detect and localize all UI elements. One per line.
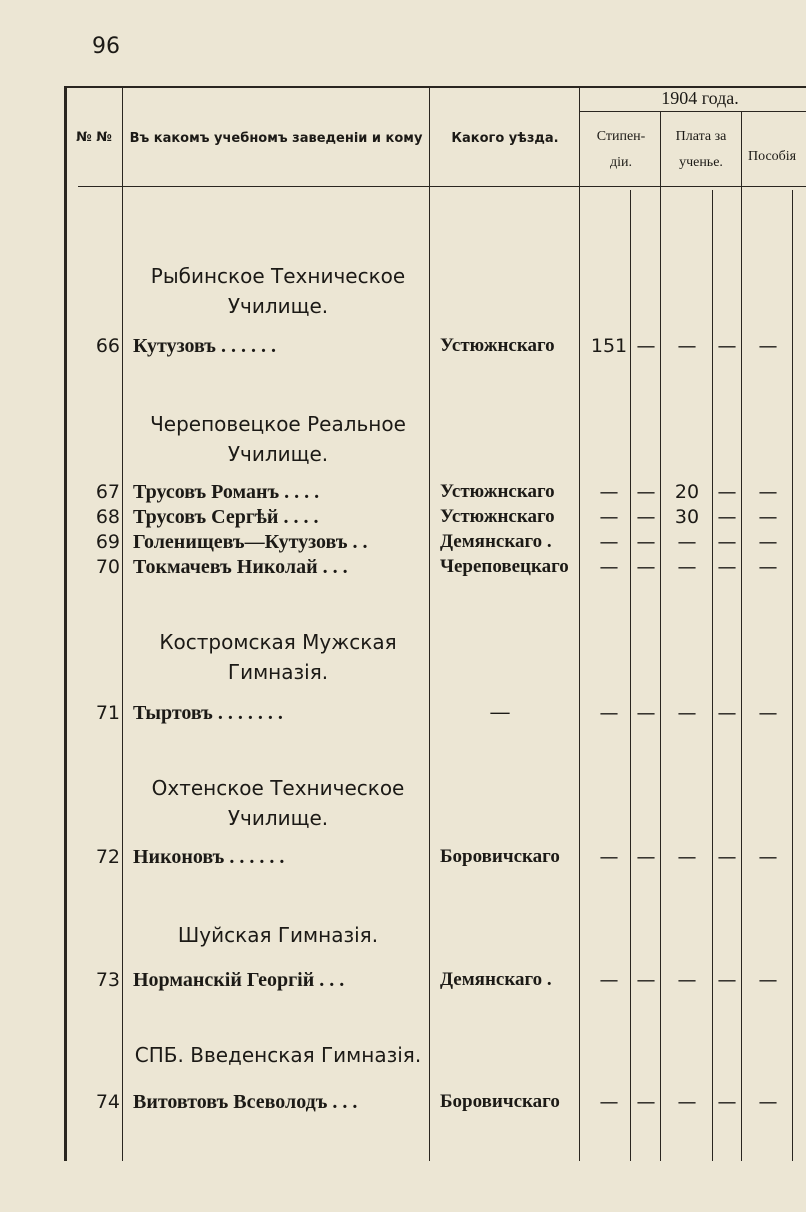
table-left-border [64, 86, 67, 1161]
page-number: 96 [92, 34, 120, 59]
stipend-kop: — [636, 1091, 656, 1113]
row-number: 67 [95, 481, 120, 503]
row-number: 70 [95, 556, 120, 578]
section-title: Рыбинское Техническое Училище. [150, 264, 406, 318]
col-rule-institution [429, 86, 430, 1161]
row-number: 68 [95, 506, 120, 528]
table-row [0, 969, 806, 997]
fee-value: — [677, 969, 697, 991]
table-row [0, 846, 806, 874]
district: Демянскаго . [440, 969, 552, 990]
district: — [490, 702, 510, 723]
district: Демянскаго . [440, 531, 552, 552]
col-rule-stipend [660, 111, 661, 1161]
table-row [0, 1091, 806, 1119]
year-subrule [580, 111, 806, 112]
table-row [0, 506, 806, 534]
col-rule-district [579, 86, 580, 1161]
fee-value: — [677, 335, 697, 357]
header-year: 1904 года. [661, 88, 739, 108]
fee-value: 20 [674, 481, 700, 503]
header-district: Какого уѣзда. [451, 131, 559, 146]
stipend-kop: — [636, 702, 656, 724]
district: Устюжнскаго [440, 481, 555, 502]
row-number: 73 [95, 969, 120, 991]
stipend-value: — [599, 481, 619, 503]
stipend-kop: — [636, 481, 656, 503]
table-row [0, 702, 806, 730]
fee-value: 30 [674, 506, 700, 528]
student-name: Трусовъ Сергѣй . . . . [133, 506, 319, 528]
fee-value: — [677, 846, 697, 868]
benefit-value: — [758, 531, 778, 553]
district: Череповецкаго [440, 556, 569, 577]
header-benefit: Пособія [748, 149, 797, 164]
section-title: Череповецкое Реальное Училище. [150, 412, 406, 466]
row-number: 69 [95, 531, 120, 553]
benefit-value: — [758, 846, 778, 868]
student-name: Тыртовъ . . . . . . . [133, 702, 283, 724]
table-row [0, 556, 806, 584]
benefit-value: — [758, 335, 778, 357]
fee-kop: — [717, 531, 737, 553]
fee-kop: — [717, 556, 737, 578]
benefit-value: — [758, 702, 778, 724]
fee-value: — [677, 1091, 697, 1113]
benefit-value: — [758, 506, 778, 528]
stipend-value: — [599, 506, 619, 528]
district: Боровичскаго [440, 1091, 560, 1112]
benefit-value: — [758, 969, 778, 991]
stipend-value: — [599, 1091, 619, 1113]
fee-value: — [677, 556, 697, 578]
table-row [0, 481, 806, 509]
col-rule-fee [741, 111, 742, 1161]
fee-kop: — [717, 506, 737, 528]
header-bottom-rule [78, 186, 806, 187]
header-fee: Плата за ученье. [675, 129, 727, 170]
fee-kop: — [717, 481, 737, 503]
fee-kop: — [717, 1091, 737, 1113]
fee-value: — [677, 531, 697, 553]
header-stipend: Стипен- діи. [596, 129, 646, 170]
stipend-value: — [599, 556, 619, 578]
row-number: 74 [95, 1091, 120, 1113]
student-name: Витовтовъ Всеволодъ . . . [133, 1091, 358, 1113]
table-row [0, 531, 806, 559]
section-title: Шуйская Гимназія. [177, 923, 379, 947]
student-name: Никоновъ . . . . . . [133, 846, 285, 868]
fee-kop: — [717, 702, 737, 724]
stipend-kop: — [636, 969, 656, 991]
fee-kop: — [717, 335, 737, 357]
section-title: Охтенское Техническое Училище. [151, 776, 405, 830]
stipend-kop: — [636, 506, 656, 528]
section-title: Костромская Мужская Гимназія. [159, 630, 397, 684]
district: Боровичскаго [440, 846, 560, 867]
benefit-value: — [758, 1091, 778, 1113]
stipend-kop: — [636, 531, 656, 553]
stipend-value: 151 [590, 335, 628, 357]
district: Устюжнскаго [440, 335, 555, 356]
student-name: Токмачевъ Николай . . . [133, 556, 348, 578]
benefit-value: — [758, 481, 778, 503]
stipend-value: — [599, 969, 619, 991]
student-name: Голенищевъ—Кутузовъ . . [133, 531, 368, 553]
stipend-kop: — [636, 335, 656, 357]
district: Устюжнскаго [440, 506, 555, 527]
stipend-value: — [599, 702, 619, 724]
student-name: Норманскій Георгій . . . [133, 969, 345, 991]
fee-value: — [677, 702, 697, 724]
stipend-value: — [599, 846, 619, 868]
stipend-kop: — [636, 846, 656, 868]
row-number: 71 [95, 702, 120, 724]
section-title: СПБ. Введенская Гимназія. [134, 1043, 422, 1067]
header-institution: Въ какомъ учебномъ заведеніи и кому [129, 131, 423, 146]
header-num: № № [76, 130, 112, 145]
stipend-value: — [599, 531, 619, 553]
stipend-kop: — [636, 556, 656, 578]
col-rule-num [122, 86, 123, 1161]
row-number: 66 [95, 335, 120, 357]
table-row [0, 335, 806, 363]
fee-kop: — [717, 969, 737, 991]
student-name: Кутузовъ . . . . . . [133, 335, 276, 357]
student-name: Трусовъ Романъ . . . . [133, 481, 320, 503]
fee-kop: — [717, 846, 737, 868]
row-number: 72 [95, 846, 120, 868]
benefit-value: — [758, 556, 778, 578]
